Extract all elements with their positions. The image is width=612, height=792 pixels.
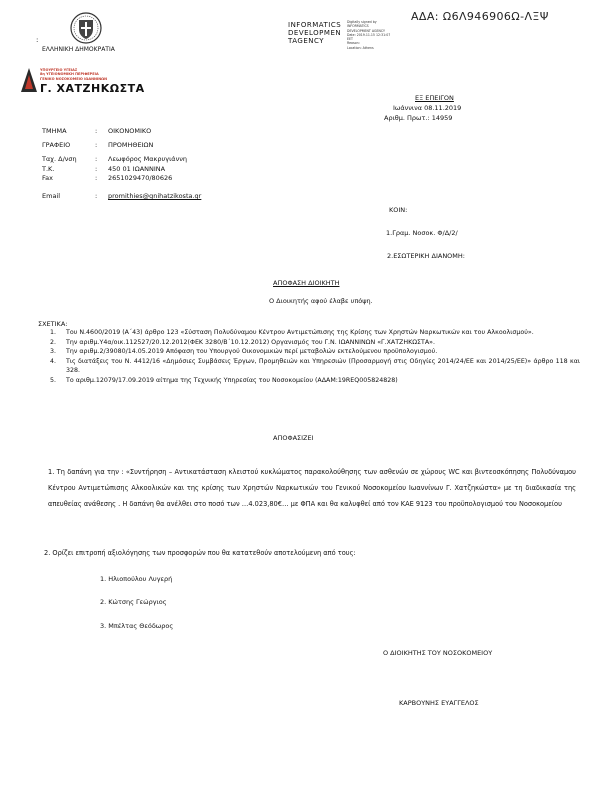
hospital-name: Γ. ΧΑΤΖΗΚΩΣΤΑ — [40, 82, 145, 95]
digital-signature-details — [347, 20, 390, 50]
hospital-line: ΓΕΝΙΚΟ ΝΟΣΟΚΟΜΕΙΟ ΙΩΑΝΝΙΝΩΝ — [40, 76, 108, 81]
committee-member: 3. Μπέλτας Θεόδωρος — [100, 622, 174, 630]
item-number: 3. — [50, 348, 57, 355]
email-link[interactable]: promithies@gnihatzikosta.gr — [108, 192, 202, 200]
document-date: Ιωάννινα 08.11.2019 — [393, 104, 462, 112]
info-value: 2651029470/80626 — [108, 174, 173, 182]
item-number: 2. — [50, 338, 57, 346]
ada-code: ΑΔΑ: Ω6Λ946906Ω-ΛΞΨ — [411, 10, 549, 23]
item-text: Τις διατάξεις του Ν. 4412/16 «Δημόσιες Συμβάσεις Έργων, Προμηθειών και Υπηρεσιών (Προσαρμογή στις Οδηγίες 2014/24/ΕΕ και 2014/25/ΕΕ)» άρθρο 118 και 328. — [66, 357, 580, 374]
signature-line: Reason: — [347, 41, 360, 46]
info-value: ΠΡΟΜΗΘΕΙΩΝ — [108, 141, 154, 149]
signing-agency — [288, 21, 341, 45]
item-text: Του Ν.4600/2019 (Α΄43) άρθρο 123 «Σύσταση Πολυδύναμου Κέντρου Αντιμετώπισης της Κρίσης των Χρηστών Ναρκωτικών και του Αλκοολισμού». — [66, 329, 534, 336]
item-number: 1. — [50, 329, 57, 336]
info-sep: : — [95, 174, 98, 182]
info-sep: : — [95, 141, 98, 149]
signature-line: INFORMATICS — [347, 24, 369, 29]
info-sep: : — [95, 165, 98, 173]
item-number: 4. — [50, 357, 57, 365]
director-title: Ο ΔΙΟΙΚΗΤΗΣ ΤΟΥ ΝΟΣΟΚΟΜΕΙΟΥ — [383, 649, 493, 657]
decision-intro: Ο Διοικητής αφού έλαβε υπόψη. — [269, 297, 373, 305]
info-value: Λεωφόρος Μακρυγιάννη — [108, 155, 187, 163]
info-value: ΟΙΚΟΝΟΜΙΚΟ — [108, 127, 152, 135]
protocol-number: Αριθμ. Πρωτ.: 14959 — [384, 114, 453, 122]
signature-line: DEVELOPMENT AGENCY — [347, 28, 385, 33]
signature-line: Digitally signed by — [347, 20, 377, 24]
info-sep: : — [95, 192, 98, 200]
ministry-line: ΥΠΟΥΡΓΕΙΟ ΥΓΕΙΑΣ — [40, 68, 78, 72]
info-label: ΤΜΗΜΑ — [42, 127, 67, 135]
hospital-ministry-text — [40, 68, 107, 81]
info-sep: : — [95, 155, 98, 163]
list-item — [50, 376, 580, 386]
decision-paragraph-1: 1. Τη δαπάνη για την : «Συντήρηση – Αντικατάσταση κλειστού κυκλώματος παρακολούθησης των ασθενών σε χώρους WC και βιντεοσκόπησης Πολυδύναμου Κέντρου Αντιμετώπισης Αλκοολικών και της κρίσης των Χρηστών Ναρκωτικών του Γενικού Νοσοκομείου Ιωαννίνων Γ. Χατζηκώστα» με τη διαδικασία της απευθείας ανάθεσης . Η δαπάνη θα ανέλθει στο ποσό των …4.023,80€… με ΦΠΑ και θα καλυφθεί από τον ΚΑΕ 9123 του προϋπολογισμού του Νοσοκομείου — [48, 468, 576, 508]
state-name: ΕΛΛΗΝΙΚΗ ΔΗΜΟΚΡΑΤΙΑ — [42, 46, 115, 53]
item-text: Την αριθμ.2/39080/14.05.2019 Απόφαση του Υπουργού Οικονομικών περί μεταβολών εκτελούμενου προϋπολογισμού. — [66, 348, 438, 355]
urgency-label: ΕΞ ΕΠΕΙΓΟΝ — [415, 94, 454, 102]
item-text: Το αριθμ.12079/17.09.2019 αίτημα της Τεχνικής Υπηρεσίας του Νοσοκομείου (ΑΔΑΜ:19REQ005824828) — [66, 376, 398, 384]
info-value: 450 01 ΙΩΑΝΝΙΝΑ — [108, 165, 166, 173]
list-item — [50, 357, 580, 376]
info-label: Email — [42, 192, 61, 200]
distribution-item: 1.Γραμ. Νοσοκ. Φ/Δ/2/ — [386, 229, 458, 237]
hospital-logo-icon — [20, 67, 38, 93]
region-line: 8η ΥΓΕΙΟΝΟΜΙΚΗ ΠΕΡΙΦΕΡΕΙΑ — [40, 72, 99, 77]
distribution-item: 2.ΕΣΩΤΕΡΙΚΗ ΔΙΑΝΟΜΗ: — [387, 252, 465, 260]
agency-line: TAGENCY — [288, 37, 325, 45]
colon-mark: : — [36, 36, 39, 44]
greek-emblem-icon — [70, 12, 102, 44]
decision-title: ΑΠΟΦΑΣΗ ΔΙΟΙΚΗΤΗ — [273, 279, 340, 287]
signature-line: Date: 2019.11.15 12:31:07 — [347, 32, 391, 37]
committee-member: 2. Κώτσης Γεώργιος — [100, 598, 167, 606]
koin-label: ΚΟΙΝ: — [389, 206, 408, 214]
info-label: Ταχ. Δ/νση — [42, 155, 77, 163]
signature-line: Location: Athens — [347, 45, 374, 50]
signature-line: EET — [347, 37, 353, 42]
list-item — [50, 338, 580, 348]
agency-line: INFORMATICS — [288, 21, 342, 29]
committee-member: 1. Ηλιοπούλου Λυγερή — [100, 575, 173, 583]
item-number: 5. — [50, 376, 57, 384]
decision-paragraph-2: 2. Ορίζει επιτροπή αξιολόγησης των προσφορών που θα κατατεθούν αποτελούμενη από τους: — [44, 549, 356, 557]
decides-heading: ΑΠΟΦΑΣΙΖΕΙ — [273, 434, 314, 442]
references-label: ΣΧΕΤΙΚΑ: — [38, 320, 68, 328]
info-label: Τ.Κ. — [42, 165, 55, 173]
list-item — [50, 328, 580, 338]
info-label: Fax — [42, 174, 53, 182]
director-name: ΚΑΡΒΟΥΝΗΣ ΕΥΑΓΓΕΛΟΣ — [399, 699, 479, 707]
info-label: ΓΡΑΦΕΙΟ — [42, 141, 71, 149]
references-list — [50, 328, 580, 385]
agency-line: DEVELOPMEN — [288, 29, 342, 37]
info-sep: : — [95, 127, 98, 135]
item-text: Την αριθμ.Υ4α/οικ.112527/20.12.2012(ΦΕΚ 3280/Β΄10.12.2012) Οργανισμός του Γ.Ν. ΙΩΑΝΝΙΝΩΝ «Γ.ΧΑΤΖΗΚΩΣΤΑ». — [66, 338, 436, 346]
list-item — [50, 347, 580, 357]
